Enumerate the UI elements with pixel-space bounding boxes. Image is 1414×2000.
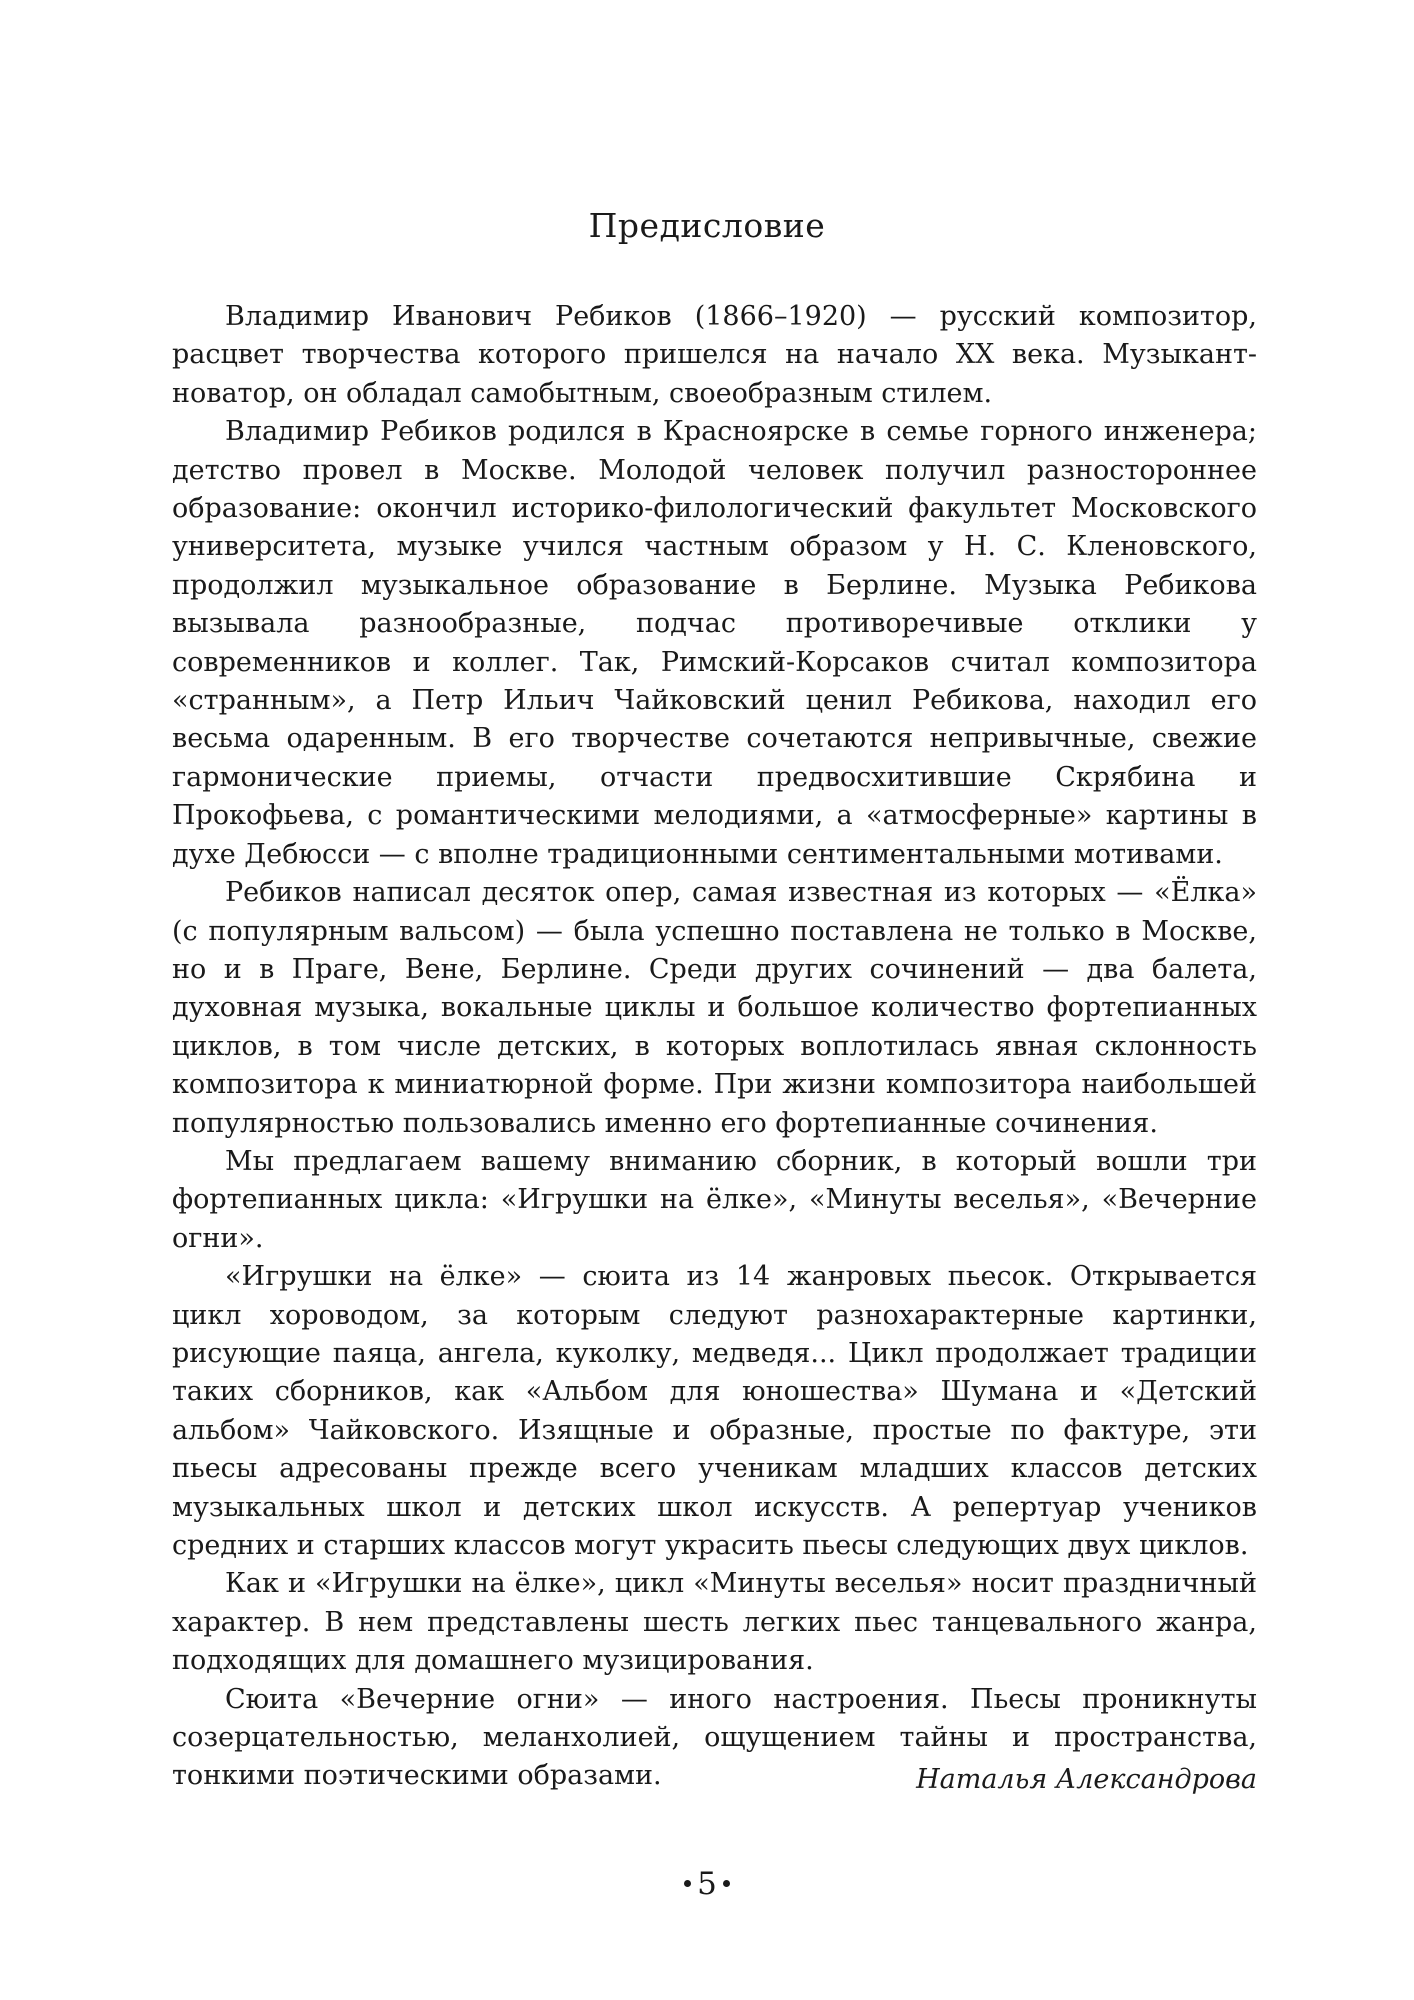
paragraph-3: Ребиков написал десяток опер, самая известная из которых — «Ёлка» (с популярным вальсом) — была успешно поставлена не только в Москве, но и в Праге, Вене, Берлине. Среди других сочинений — два балета, духовная музыка, вокальные циклы и большое количество фортепианных циклов, в том числе детских, в которых воплотилась явная склонность композитора к миниатюрной форме. При жизни композитора наибольшей популярностью пользовались именно его фортепианные сочинения. [172, 877, 1257, 1139]
author-signature: Наталья Александрова [916, 1764, 1257, 1795]
page-title: Предисловие [588, 206, 826, 246]
page-number [0, 1864, 1414, 1904]
paragraph-2: Владимир Ребиков родился в Красноярске в семье горного инженера; детство провел в Москве. Молодой человек получил разностороннее образование: окончил историко-филологический факультет Московского университета, музыке учился частным образом у Н. С. Кленовского, продолжил музыкальное образование в Берлине. Музыка Ребикова вызывала разнообразные, подчас противоречивые отклики у современников и коллег. Так, Римский-Корсаков считал композитора «странным», а Петр Ильич Чайковский ценил Ребикова, находил его весьма одаренным. В его творчестве сочетаются непривычные, свежие гармонические приемы, отчасти предвосхитившие Скрябина и Прокофьева, с романтическими мелодиями, а «атмосферные» картины в духе Дебюсси — с вполне традиционными сентиментальными мотивами. [172, 416, 1257, 870]
paragraph-5: «Игрушки на ёлке» — сюита из 14 жанровых пьесок. Открывается цикл хороводом, за которым следуют разнохарактерные картинки, рисующие паяца, ангела, куколку, медведя... Цикл продолжает традиции таких сборников, как «Альбом для юношества» Шумана и «Детский альбом» Чайковского. Изящные и образные, простые по фактуре, эти пьесы адресованы прежде всего ученикам младших классов детских музыкальных школ и детских школ искусств. А репертуар учеников средних и старших классов могут украсить пьесы следующих двух циклов. [172, 1261, 1257, 1561]
paragraph-7: Сюита «Вечерние огни» — иного настроения. Пьесы проникнуты созерцательностью, меланхолией, ощущением тайны и пространства, тонкими поэтическими образами. [172, 1683, 1257, 1792]
page-number-value: 5 [697, 1866, 717, 1902]
bullet-left-icon [684, 1880, 691, 1887]
paragraph-1: Владимир Иванович Ребиков (1866–1920) — русский композитор, расцвет творчества которого пришелся на начало XX века. Музыкант-новатор, он обладал самобытным, своеобразным стилем. [172, 301, 1257, 409]
paragraph-6: Как и «Игрушки на ёлке», цикл «Минуты веселья» носит праздничный характер. В нем представлены шесть легких пьес танцевального жанра, подходящих для домашнего музицирования. [172, 1568, 1257, 1677]
bullet-right-icon [723, 1880, 730, 1887]
body-text [172, 298, 1257, 1796]
paragraph-4: Мы предлагаем вашему вниманию сборник, в который вошли три фортепианных цикла: «Игрушки на ёлке», «Минуты веселья», «Вечерние огни». [172, 1145, 1257, 1254]
